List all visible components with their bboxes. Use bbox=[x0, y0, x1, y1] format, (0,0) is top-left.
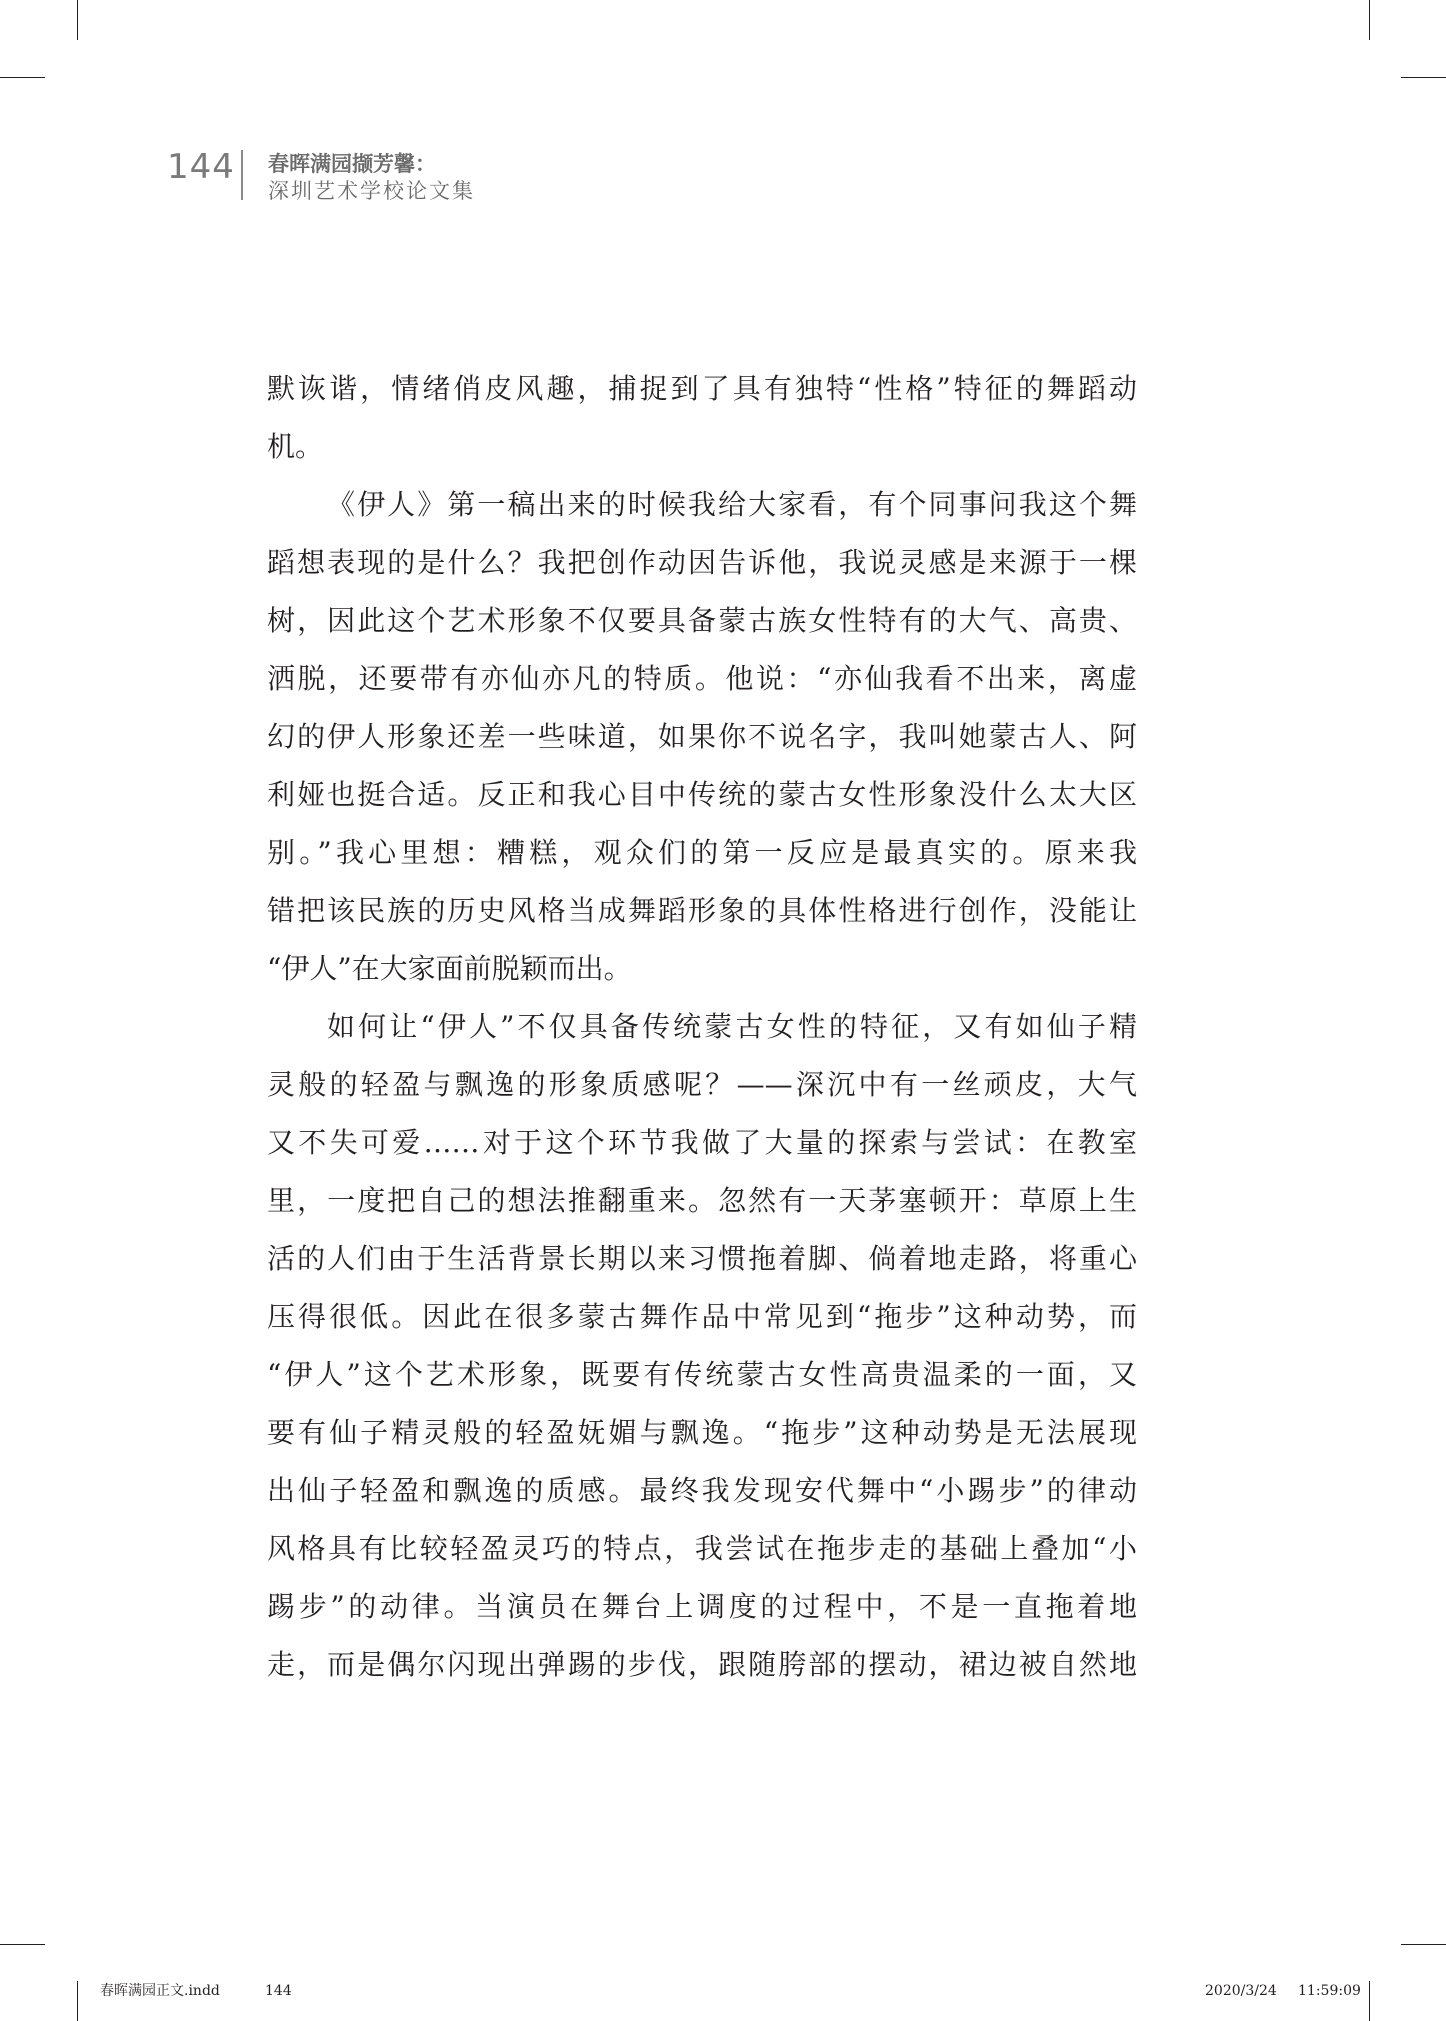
text-line: 如何让“伊人”不仅具备传统蒙古女性的特征，又有如仙子精 bbox=[327, 1010, 1137, 1043]
text-line: 《伊人》第一稿出来的时候我给大家看，有个同事问我这个舞 bbox=[327, 488, 1137, 521]
crop-mark-bottom-left-h bbox=[0, 1944, 45, 1945]
text-line: 洒脱，还要带有亦仙亦凡的特质。他说：“亦仙我看不出来，离虚 bbox=[267, 662, 1137, 695]
crop-mark-top-right bbox=[1369, 0, 1370, 40]
text-line: 出仙子轻盈和飘逸的质感。最终我发现安代舞中“小踢步”的律动 bbox=[267, 1474, 1137, 1507]
text-line: 走，而是偶尔闪现出弹踢的步伐，跟随胯部的摆动，裙边被自然地 bbox=[267, 1648, 1137, 1681]
text-line: 踢步”的动律。当演员在舞台上调度的过程中，不是一直拖着地 bbox=[267, 1590, 1137, 1623]
text-line: 错把该民族的历史风格当成舞蹈形象的具体性格进行创作，没能让 bbox=[267, 894, 1137, 927]
footer-time: 11:59:09 bbox=[1298, 1983, 1361, 1999]
page-number: 144 bbox=[167, 147, 235, 187]
body-text bbox=[267, 360, 1137, 1694]
crop-mark-bottom-right bbox=[1369, 1981, 1370, 2021]
book-title: 春晖满园撷芳馨： bbox=[268, 152, 436, 176]
text-line: “伊人”在大家面前脱颖而出。 bbox=[267, 952, 632, 985]
text-line: 要有仙子精灵般的轻盈妩媚与飘逸。“拖步”这种动势是无法展现 bbox=[267, 1416, 1137, 1449]
crop-mark-top-right-h bbox=[1401, 77, 1446, 78]
text-line: 幻的伊人形象还差一些味道，如果你不说名字，我叫她蒙古人、阿 bbox=[267, 720, 1137, 753]
footer-date: 2020/3/24 bbox=[1205, 1983, 1277, 1999]
book-subtitle: 深圳艺术学校论文集 bbox=[268, 179, 475, 203]
text-line: 机。 bbox=[267, 430, 324, 463]
text-line: “伊人”这个艺术形象，既要有传统蒙古女性高贵温柔的一面，又 bbox=[267, 1358, 1137, 1391]
text-line: 又不失可爱……对于这个环节我做了大量的探索与尝试：在教室 bbox=[267, 1126, 1137, 1159]
text-line: 压得很低。因此在很多蒙古舞作品中常见到“拖步”这种动势，而 bbox=[267, 1300, 1137, 1333]
text-line: 活的人们由于生活背景长期以来习惯拖着脚、倘着地走路，将重心 bbox=[267, 1242, 1137, 1275]
crop-mark-bottom-right-h bbox=[1401, 1944, 1446, 1945]
text-line: 风格具有比较轻盈灵巧的特点，我尝试在拖步走的基础上叠加“小 bbox=[267, 1532, 1137, 1565]
crop-mark-bottom-left bbox=[77, 1981, 78, 2021]
header-divider bbox=[241, 150, 243, 200]
footer-page: 144 bbox=[265, 1983, 292, 1999]
text-line: 利娅也挺合适。反正和我心目中传统的蒙古女性形象没什么太大区 bbox=[267, 778, 1137, 811]
text-line: 树，因此这个艺术形象不仅要具备蒙古族女性特有的大气、高贵、 bbox=[267, 604, 1137, 637]
text-line: 蹈想表现的是什么？我把创作动因告诉他，我说灵感是来源于一棵 bbox=[267, 546, 1137, 579]
crop-mark-top-left bbox=[77, 0, 78, 40]
crop-mark-top-left-h bbox=[0, 77, 45, 78]
text-line: 灵般的轻盈与飘逸的形象质感呢？——深沉中有一丝顽皮，大气 bbox=[267, 1068, 1137, 1101]
text-line: 别。”我心里想：糟糕，观众们的第一反应是最真实的。原来我 bbox=[267, 836, 1137, 869]
text-line: 里，一度把自己的想法推翻重来。忽然有一天茅塞顿开：草原上生 bbox=[267, 1184, 1137, 1217]
footer-filename: 春晖满园正文.indd bbox=[100, 1983, 220, 1999]
text-line: 默诙谐，情绪俏皮风趣，捕捉到了具有独特“性格”特征的舞蹈动 bbox=[267, 372, 1137, 405]
